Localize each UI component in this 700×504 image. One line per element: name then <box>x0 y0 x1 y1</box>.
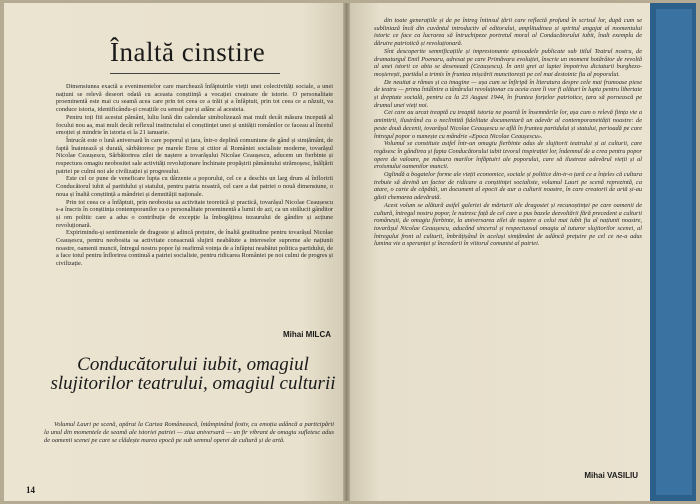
page-number: 14 <box>26 485 35 495</box>
paragraph: din toate generațiile și de pe întreg întinsul țării care reflectă profund în scrisul lor, după cum se subliniază încă din cuvântul introductiv al editorului, amplitudinea și spiritul angajat al momentului istoric ce face ca lucrarea să întruchipeze portretul moral al Conducătorului iubit, înalt exemplu de dăruire patriotică și revoluționară. <box>374 17 642 48</box>
paragraph: Acest volum se alătură astfel galeriei de mărturii ale dragostei și recunoștinței pe care oamenii de cultură, întregul nostru popor, le nutresc față de cel care a pus bazele dezvoltării fără precedent a culturii românești, de omagiu fierbinte, la aniversarea zilei de naștere a celui mai iubit fiu al națiunii noastre, tovarășul Nicolae Ceaușescu, aducând sincerul și respectuosul omagiu al tuturor slujitorilor scenei, al întregului front al culturii, îmbrățișând în același simțământ de adâncă prețuire pe cel ce ne-a adus lumina vie a speranței și încrederii în viitorul comunist al patriei. <box>374 201 642 248</box>
right-page <box>350 3 650 501</box>
paragraph: Volumul Lauri pe scenă, apărut la Cartea Românească, întâmpinând festiv, cu emoția adâncă a participării la unul din momentele de seamă ale istoriei patriei — ziua aniversară — un fir vibrant de omagiu sufletesc adus de oamenii scenei pe care se clădește marea epocă pe sub semnul operei de cultură și de artă. <box>44 421 334 444</box>
paragraph: Cei care au urcat treaptă cu treaptă istoria ne poartă în însemnările lor, așa cum o relevă ființa vie a amintirii, ilustrând cu o neclintită fidelitate documentară un adevăr al contemporaneității noastre: de peste două decenii, tovarășul Nicolae Ceaușescu se află în fruntea partidului și statului, perioadă pe care întregul popor o numește cu mândrie «Epoca Nicolae Ceaușescu». <box>374 109 642 140</box>
paragraph: Sînt descoperite semnificațiile și impresionante episoadele publicate sub titlul Teatrul nostru, de dramaturgul Emil Poenaru, adresat pe care Primăvara evoluției, înscrie un moment hotărâtor de revoltă al unei istorii ce abia se desenează (Ceaușescu). În anii grei ai luptei împotriva dictaturii burghezo-moșierești, partidul a trimis în fruntea mișcării muncitorești pe cel mai destoinic fiu al poporului. <box>374 47 642 78</box>
cover-spine <box>656 9 692 495</box>
left-page <box>4 3 343 501</box>
paragraph: De neuitat a rămas și ca imagine — așa cum se înfiripă în literatura despre cele mai frumoase piese de teatru — prima întâlnire a tânărului revoluționar cu aceia care îi vor fi alături în lupta pentru libertate și dreptate socială, pentru ca la 23 August 1944, în fruntea forțelor patriotice, țara să pornească pe drumul unei vieți noi. <box>374 78 642 109</box>
paragraph: Pentru toți fiii acestui pământ, luliu lună din calendar simbolizează mai mult decât măsura incepută al focului nou aa, mai mult decât reflexul instinctului el conștiinței unei și unității românilor ce faceau al încetul emoției și mindrie în istoria ei la 21 ianuarie. <box>56 113 333 137</box>
magazine-spread <box>4 3 696 501</box>
book-gutter <box>343 3 350 501</box>
second-article-intro <box>44 421 334 461</box>
paragraph: Oglindă a bogatelor forme ale vieții economice, sociale și politice din-tr-o țară ce a înțeles că cultura trebuie să devină un factor de ridicare a conștiinței socialiste, volumul Lauri pe scenă reprezintă, ca atare, o carte de căpătâi, un document al epocii de aur a culturii noastre, în care creatorii de artă și-au găsit chemarea adevărată. <box>374 171 642 202</box>
paragraph: Întrucât este o lună aniversară în care poporul și țara, într-o deplină comuniune de gând și simțământ, de faptă înaintează și durată, sărbătoresc pe marele Erou și ctitor al României socialiste moderne, tovarășul Nicolae Ceaușescu, Sărbătorirea zilei de naștere a tovarășului Nicolae Ceaușescu, aducem un fierbinte și respectuos omagiu neobositei sale activități revoluționare închinate propășirii pământului strămoșesc, înălțării patriei pe culmi noi ale civilizației și progresului. <box>56 136 333 175</box>
article-title: Înaltă cinstire <box>110 37 266 67</box>
author-signature: Mihai VASILIU <box>584 471 638 480</box>
paragraph: Prin tot ceea ce a înfăptuit, prin neobosita sa activitate teoretică și practică, tovarășul Nicolae Ceaușescu s-a înscris în conștiința contemporanilor ca o personalitate proeminentă a lumii de azi, ca un strălucit gânditor și om politic care a adus o contribuție de excepție la îmbogățirea tezaurului de gândire și acțiune revoluționară. <box>56 198 333 229</box>
second-article-title: Conducătorului iubit, omagiul slujitorilor teatrului, omagiul culturii <box>50 354 336 394</box>
paragraph: Volumul se constituie astfel într-un omagiu fierbinte adus de slujitorii teatrului și ai culturii, care regăsesc în gândirea și fapta Conducătorului iubit izvorul inspirației lor, îndemnul de a crea pentru popor opere de valoare, pe măsura marilor înfăptuiri ale poporului, care să ilustreze adevărul vieții și al eroismului oamenilor muncii. <box>374 140 642 171</box>
article-body-right <box>374 17 642 469</box>
title-underline <box>110 73 280 74</box>
paragraph: Este cel ce pune de veneficare lupta cu dârzenie a poporului, cel ce a deschis un larg drum al înfloririi Conducătorul iubit al partidului și statului, pentru patria noastră, cel care a dat patriei o nouă dimensiune, o noua și înaltă conștiință a mândriei și demnității naționale. <box>56 175 333 198</box>
author-signature: Mihai MILCA <box>283 330 331 339</box>
paragraph: Dimensiunea exactă a evenimentelor care marchează înfăptuirile vieții unei colectivități sociale, a unei națiuni se relevă deseori odată cu aceasta conștiință a vocației creatoare de istorie. O personalitate proeminentă este mai cu seamă acea care prin tot ceea ce a trăit și a înfăptuit, prin tot ceea ce a năzuit, va conduce istoria, identificându-și creațiile cu sensul pur și adânc al acesteia. <box>56 83 333 114</box>
paragraph: Expirimindu-și sentimentele de dragoste și adincă prețuire, de înaltă gratitudine pentru tovarășul Nicolae Ceaușescu, pentru neobosita sa activitate consacrată slujirii neabătute a intereselor supreme ale națiunii noastre, oamenii muncii, întregul nostru popor își reafirmă voința de a înfăptui neabătut politica partidului, de a face totul pentru înflorirea continuă a patriei socialiste, pentru ridicarea României pe noi culmi de progres și civilizație. <box>56 229 333 268</box>
article-body-left <box>56 83 333 331</box>
